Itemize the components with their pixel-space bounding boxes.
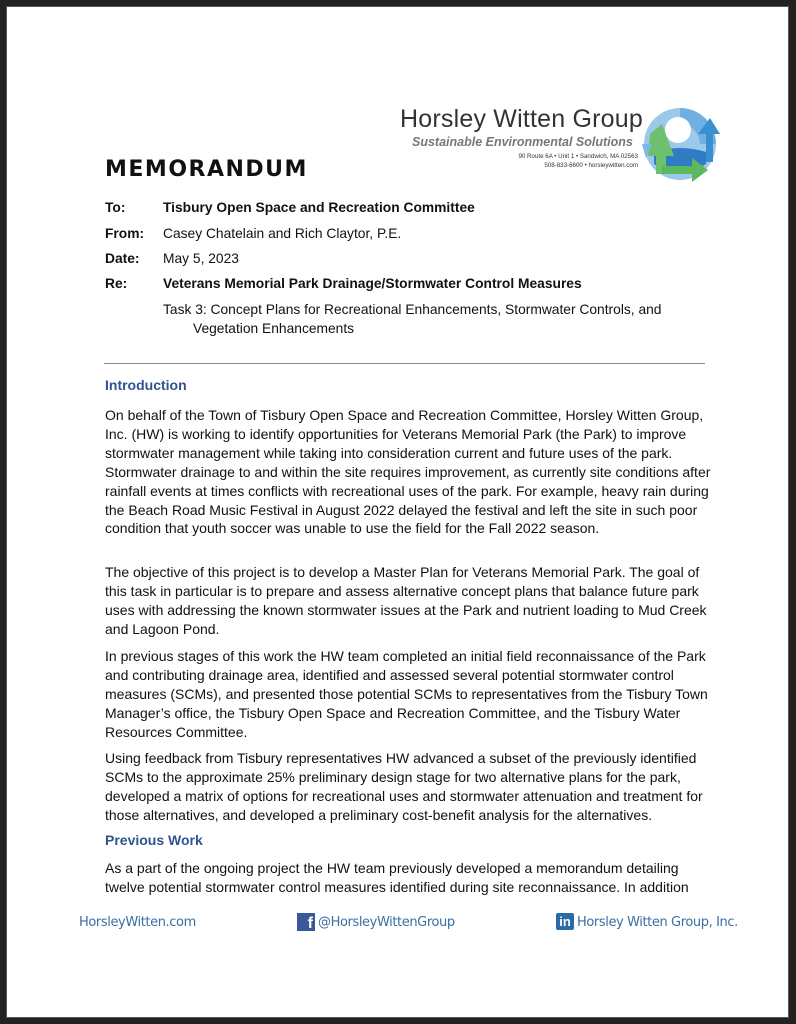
footer-facebook-link[interactable]: @HorsleyWittenGroup — [318, 915, 455, 930]
footer-website-link[interactable]: HorsleyWitten.com — [79, 915, 196, 930]
logo-address-line1: 90 Route 6A • Unit 1 • Sandwich, MA 02563 — [518, 153, 638, 160]
company-logo — [400, 105, 730, 185]
previous-work-paragraph-1: As a part of the ongoing project the HW team previously developed a memorandum detailing twelve potential stormwater control measures identified during site reconnaissance. In addition — [105, 860, 689, 895]
logo-company-name: Horsley Witten Group — [400, 105, 643, 133]
memo-page — [7, 7, 788, 1017]
logo-address-line2: 508-833-6600 • horsleywitten.com — [544, 162, 638, 169]
intro-paragraph-2: The objective of this project is to develop a Master Plan for Veterans Memorial Park. The goal of this task in particular is to prepare and assess alternative concept plans that balance future park uses with addressing the known stormwater issues at the Park and nutrient loading to Mud Creek and Lagoon Pond. — [105, 564, 707, 637]
heading-previous-work: Previous Work — [105, 832, 203, 848]
task-line-2: Vegetation Enhancements — [193, 321, 355, 336]
date-label: Date: — [105, 251, 140, 266]
task-line-1: Task 3: Concept Plans for Recreational Enhancements, Stormwater Controls, and — [163, 302, 662, 317]
intro-paragraph-3: In previous stages of this work the HW team completed an initial field reconnaissance of the Park and contributing drainage area, identified and assessed several potential stormwater control measures (SCMs), and presented those potential SCMs to representatives from the Tisbury Town Manager’s office, the Tisbury Open Space and Recreation Committee, and the Tisbury Water Resources Committee. — [105, 648, 708, 740]
footer-linkedin-link[interactable]: Horsley Witten Group, Inc. — [577, 915, 738, 930]
date-value: May 5, 2023 — [163, 251, 239, 266]
logo-tagline: Sustainable Environmental Solutions — [412, 135, 633, 149]
circular-arrows-logo-icon — [640, 104, 720, 184]
from-value: Casey Chatelain and Rich Claytor, P.E. — [163, 226, 402, 241]
re-value: Veterans Memorial Park Drainage/Stormwater Control Measures — [163, 276, 582, 291]
heading-introduction: Introduction — [105, 377, 187, 393]
intro-paragraph-4: Using feedback from Tisbury representatives HW advanced a subset of the previously identified SCMs to the approximate 25% preliminary design stage for two alternative plans for the park, developed a matrix of options for recreational uses and stormwater attenuation and treatment for those alternatives, and developed a preliminary cost-benefit analysis for the alternatives. — [105, 750, 703, 823]
to-value: Tisbury Open Space and Recreation Committee — [163, 200, 475, 215]
to-label: To: — [105, 200, 126, 215]
logo-address — [518, 152, 638, 170]
re-label: Re: — [105, 276, 128, 291]
facebook-icon[interactable]: f — [297, 913, 315, 931]
linkedin-icon[interactable]: in — [556, 913, 574, 930]
intro-paragraph-1: On behalf of the Town of Tisbury Open Space and Recreation Committee, Horsley Witten Group, Inc. (HW) is working to identify opportunities for Veterans Memorial Park (the Park) to improve stormwater management while taking into consideration current and future uses of the park. Stormwater drainage to and within the site requires improvement, as currently site conditions after rainfall events at times conflicts with recreational uses of the park. For example, heavy rain during the Beach Road Music Festival in August 2022 delayed the festival and left the site in such poor condition that youth soccer was unable to use the field for the Fall 2022 season. — [105, 407, 711, 537]
header-divider — [104, 363, 705, 364]
from-label: From: — [105, 226, 145, 241]
memo-title: MEMORANDUM — [105, 157, 308, 182]
memo-task-description — [163, 300, 693, 338]
